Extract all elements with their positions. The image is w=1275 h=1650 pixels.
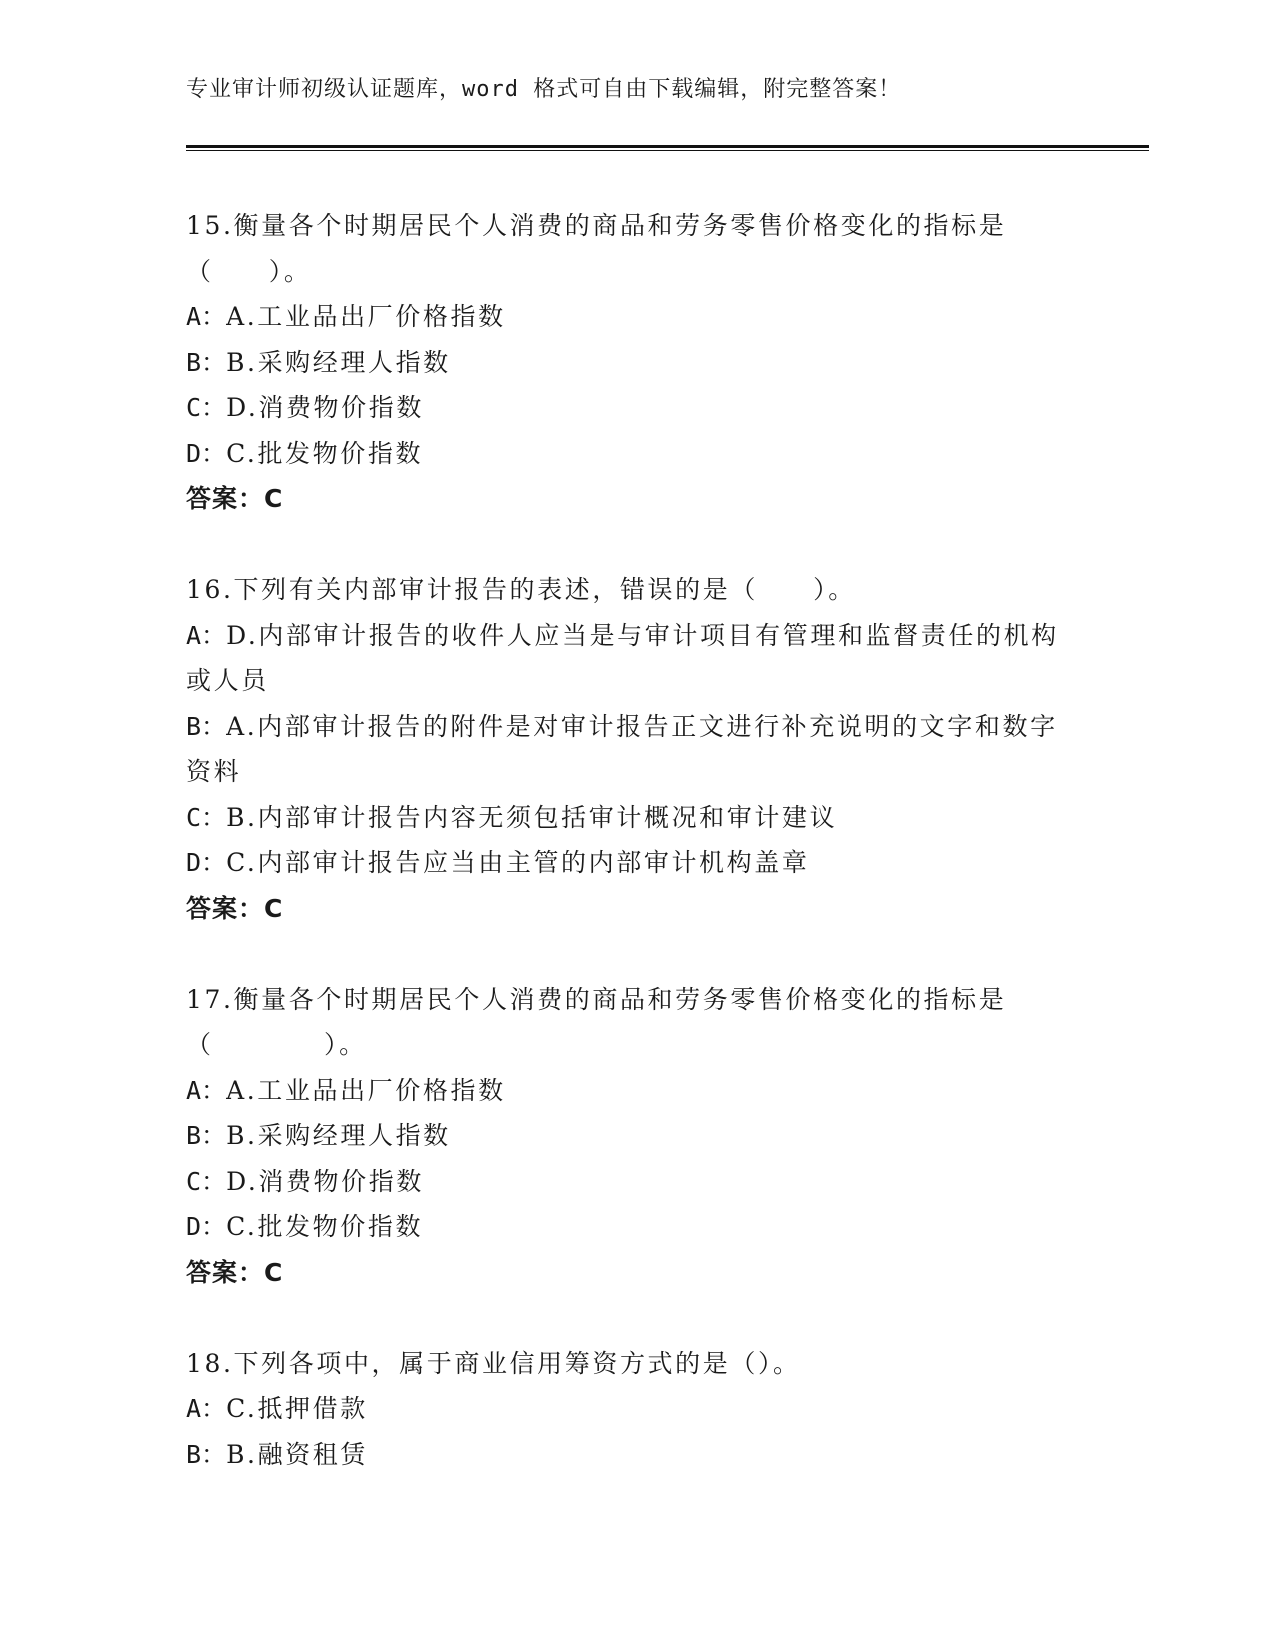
- option-text: C.内部审计报告应当由主管的内部审计机构盖章: [226, 848, 810, 877]
- option-text: D.内部审计报告的收件人应当是与审计项目有管理和监督责任的机构或人员: [186, 620, 1059, 695]
- option-label: C：: [186, 393, 227, 422]
- option-text: B.融资租赁: [226, 1439, 368, 1469]
- option-text: D.消费物价指数: [226, 1166, 424, 1196]
- page-header: 专业审计师初级认证题库，word 格式可自由下载编辑，附完整答案！: [186, 77, 902, 102]
- option-label: D：: [186, 1212, 227, 1241]
- option-b: [186, 1113, 1076, 1159]
- option-text: D.消费物价指数: [226, 393, 424, 422]
- option-label: C：: [186, 802, 227, 832]
- question-list: [186, 203, 1076, 1523]
- option-label: B：: [186, 347, 227, 377]
- option-d: [186, 431, 1076, 477]
- option-b: [186, 704, 1076, 795]
- answer-line: 答案：C: [186, 484, 284, 513]
- option-text: B.内部审计报告内容无须包括审计概况和审计建议: [226, 802, 838, 832]
- option-label: A：: [186, 620, 227, 650]
- option-d: [186, 1204, 1076, 1250]
- header-divider-thin: [186, 150, 1149, 151]
- option-a: [186, 294, 1076, 340]
- option-text: B.采购经理人指数: [226, 1121, 451, 1150]
- question-15: [186, 203, 1076, 522]
- question-17: [186, 977, 1076, 1296]
- option-label: A：: [186, 1075, 227, 1105]
- option-a: [186, 1386, 1076, 1432]
- option-d: [186, 840, 1076, 886]
- option-a: [186, 613, 1076, 704]
- option-c: [186, 795, 1076, 841]
- question-18: [186, 1341, 1076, 1478]
- option-label: D：: [186, 438, 227, 468]
- option-b: [186, 340, 1076, 386]
- option-text: C.批发物价指数: [226, 438, 424, 468]
- option-a: [186, 1068, 1076, 1114]
- answer-line: 答案：C: [186, 1257, 284, 1287]
- option-label: C：: [186, 1166, 227, 1196]
- option-b: [186, 1432, 1076, 1478]
- option-label: B：: [186, 1121, 227, 1150]
- header-divider-thick: [186, 145, 1149, 148]
- question-16: [186, 567, 1076, 931]
- answer-line: 答案：C: [186, 893, 284, 923]
- question-stem: 16.下列有关内部审计报告的表述，错误的是（ ）。: [186, 575, 856, 604]
- option-text: C.批发物价指数: [226, 1212, 424, 1241]
- option-text: C.抵押借款: [226, 1394, 368, 1423]
- option-text: A.工业品出厂价格指数: [226, 302, 506, 331]
- option-text: A.工业品出厂价格指数: [226, 1075, 506, 1105]
- option-label: A：: [186, 302, 227, 331]
- option-label: D：: [186, 848, 227, 877]
- option-text: B.采购经理人指数: [226, 347, 451, 377]
- question-stem: 17.衡量各个时期居民个人消费的商品和劳务零售价格变化的指标是（ ）。: [186, 984, 1007, 1059]
- option-text: A.内部审计报告的附件是对审计报告正文进行补充说明的文字和数字资料: [186, 711, 1058, 786]
- question-stem: 18.下列各项中，属于商业信用筹资方式的是（）。: [186, 1348, 801, 1378]
- option-label: B：: [186, 1439, 227, 1469]
- option-c: [186, 385, 1076, 431]
- option-label: B：: [186, 711, 227, 741]
- option-label: A：: [186, 1394, 227, 1423]
- question-stem: 15.衡量各个时期居民个人消费的商品和劳务零售价格变化的指标是（ ）。: [186, 211, 1007, 286]
- option-c: [186, 1159, 1076, 1205]
